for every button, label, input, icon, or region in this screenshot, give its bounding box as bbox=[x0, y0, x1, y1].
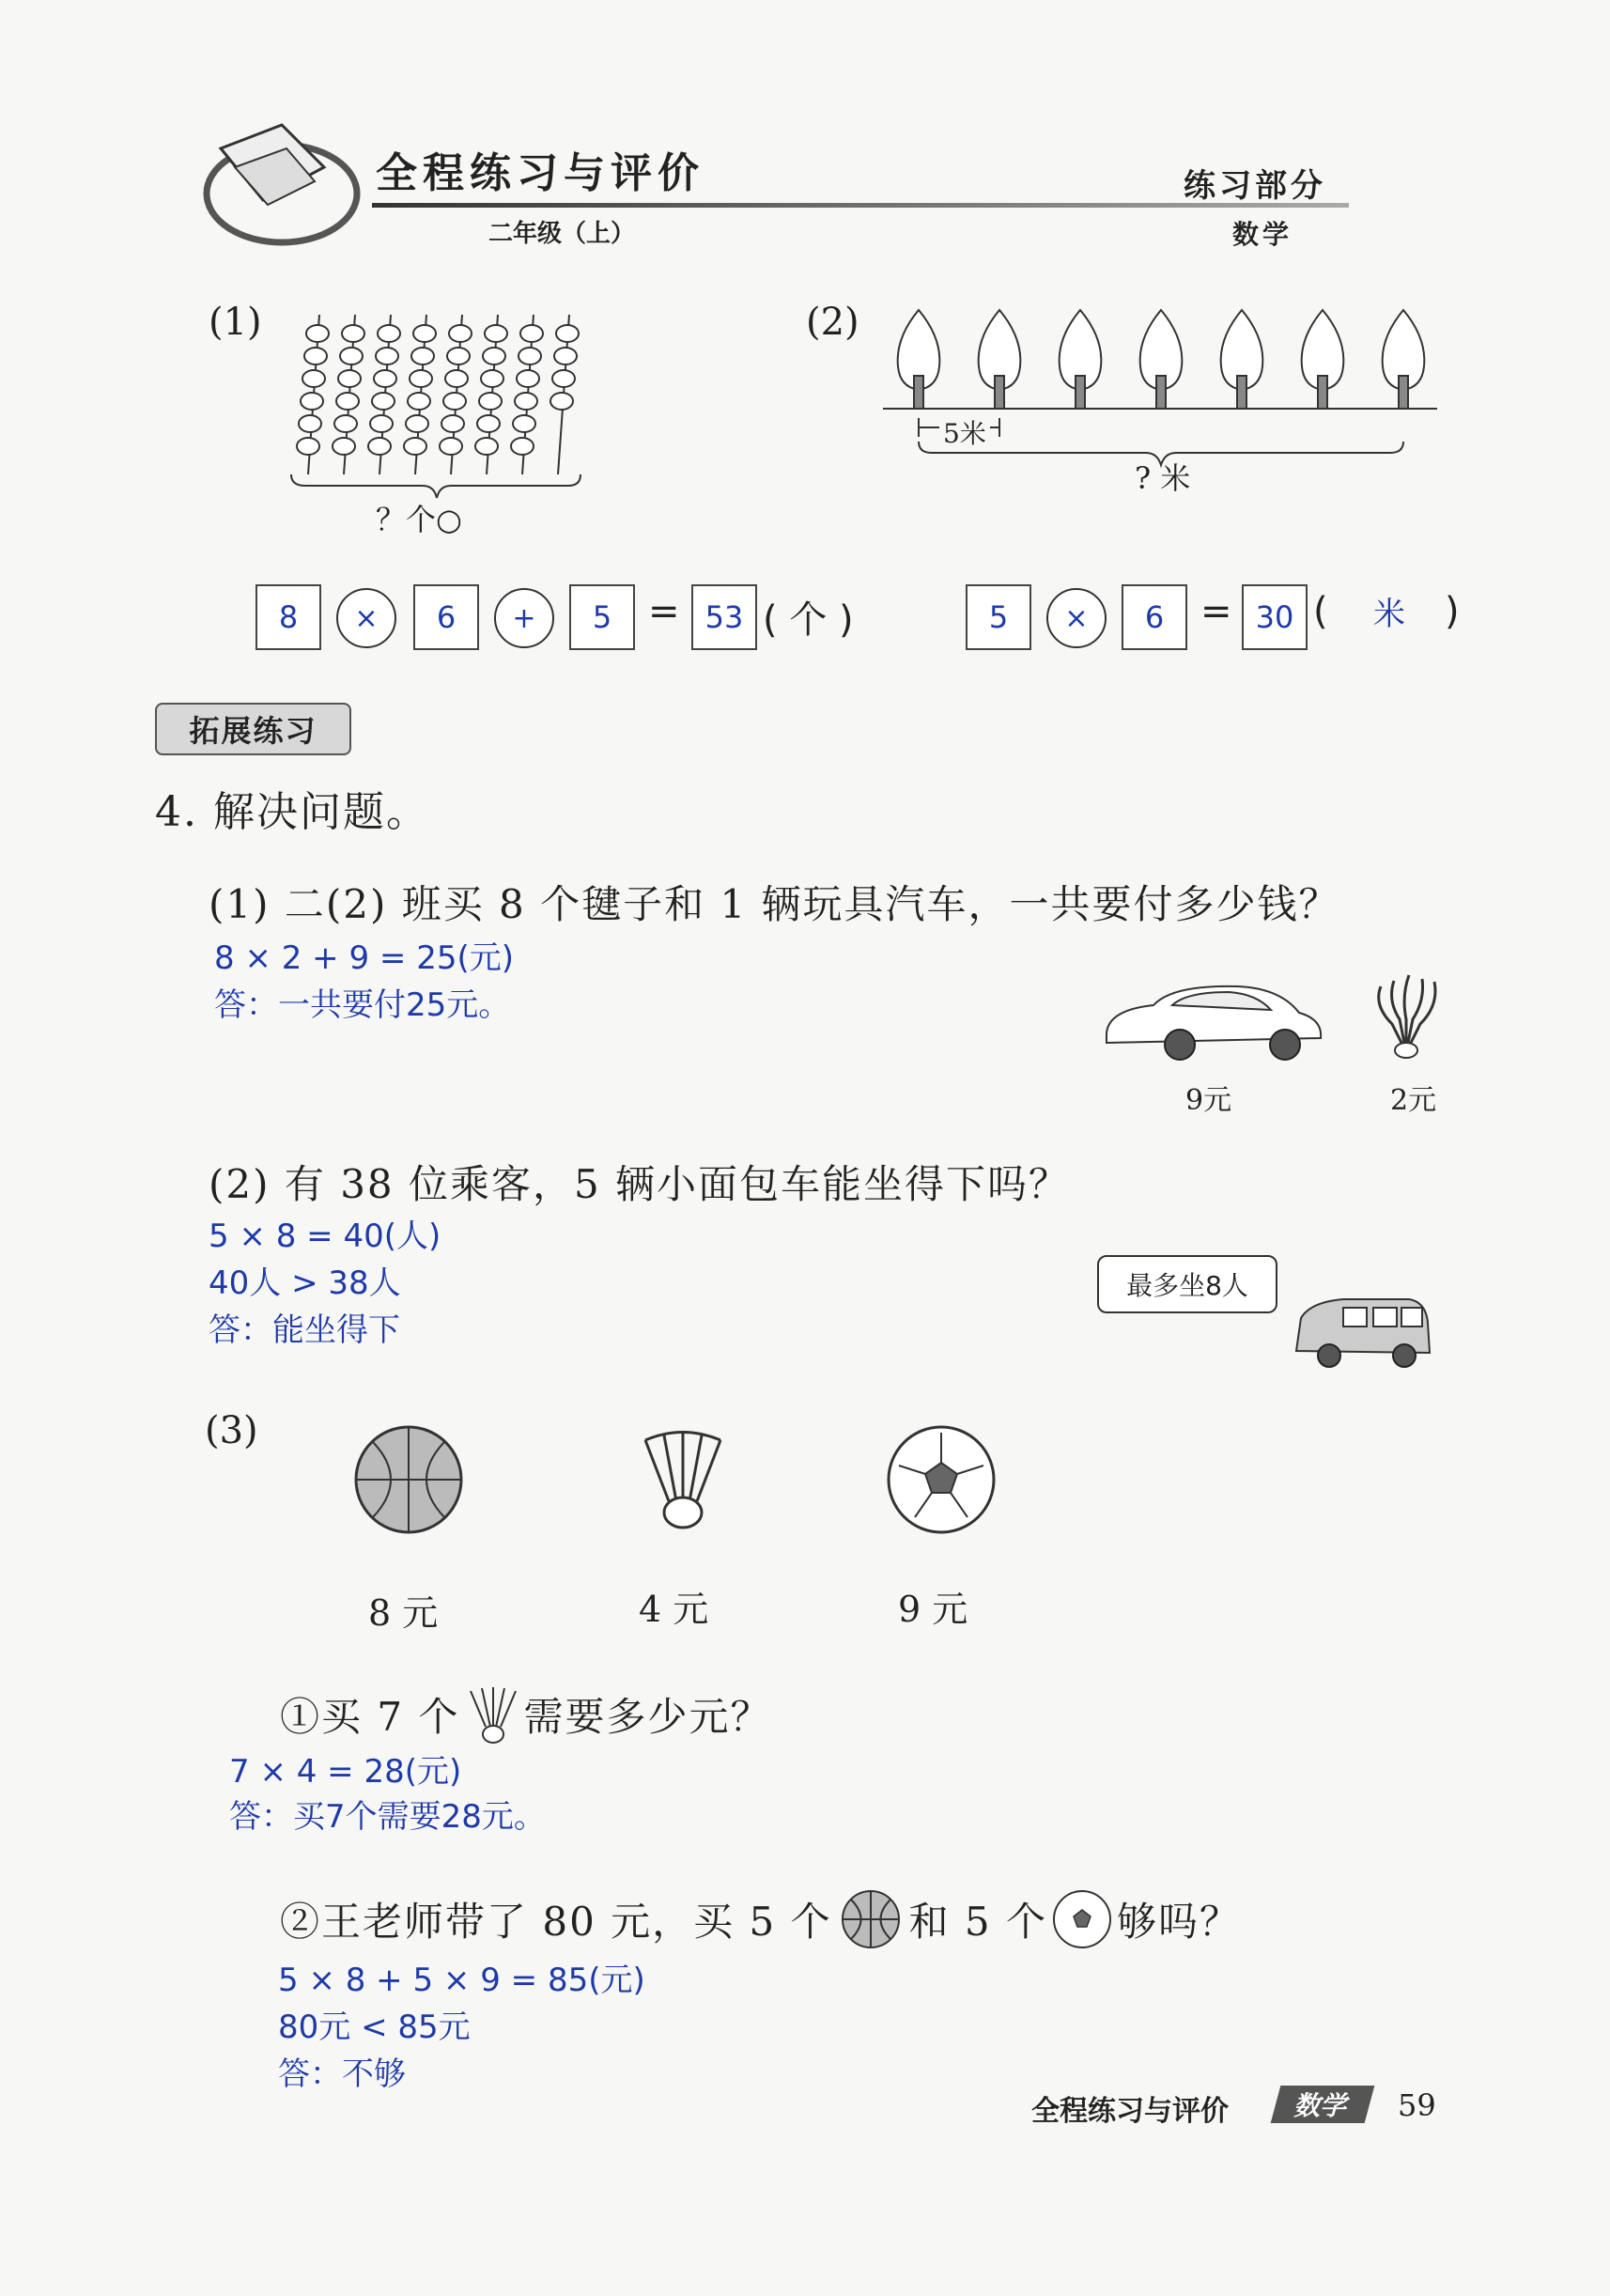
soccer-ball-icon bbox=[1051, 1888, 1113, 1950]
sub2-answer-line: 答：不够 bbox=[278, 2056, 406, 2093]
equals-sign: = bbox=[1200, 590, 1232, 633]
q4-2-work-line: 5 × 8 = 40(人) bbox=[209, 1218, 441, 1255]
soccer-ball-price: 9 元 bbox=[898, 1589, 968, 1630]
q4-1-answer-line: 答：一共要付25元。 bbox=[214, 986, 511, 1024]
problem-2-label: (2) bbox=[806, 301, 859, 344]
speech-bubble: 最多坐8人 bbox=[1097, 1255, 1277, 1313]
sub2-work-line: 5 × 8 + 5 × 9 = 85(元) bbox=[278, 1962, 645, 1999]
q4-1-work-line: 8 × 2 + 9 = 25(元) bbox=[214, 939, 514, 977]
q4-2-compare-line: 40人 > 38人 bbox=[209, 1264, 401, 1302]
operator-circle[interactable]: × bbox=[1046, 588, 1107, 648]
answer-box[interactable]: 6 bbox=[413, 584, 479, 650]
page-number: 59 bbox=[1398, 2087, 1436, 2123]
sub1-work-line: 7 × 4 = 28(元) bbox=[229, 1753, 462, 1791]
sub2-text-pre: ②王老师带了 80 元，买 5 个 bbox=[280, 1899, 832, 1945]
book-logo-icon bbox=[202, 111, 362, 252]
beads-total-label: ？个○ bbox=[376, 502, 462, 537]
subject-label: 数学 bbox=[1232, 219, 1293, 250]
shuttlecock-price: 4 元 bbox=[639, 1589, 709, 1630]
section-badge: 拓展练习 bbox=[155, 703, 351, 755]
sub2-text-post: 够吗？ bbox=[1117, 1899, 1242, 1945]
sub1-answer-line: 答：买7个需要28元。 bbox=[229, 1798, 546, 1836]
sub1-text-pre: ①买 7 个 bbox=[280, 1694, 460, 1740]
unit-open-paren: ( bbox=[1313, 590, 1328, 633]
q4-3-sub2-question bbox=[280, 1888, 1241, 1950]
result-box[interactable]: 53 bbox=[691, 584, 757, 650]
q4-2-answer-line: 答：能坐得下 bbox=[209, 1311, 400, 1349]
minibus-icon bbox=[1287, 1285, 1437, 1379]
toy-car-icon bbox=[1097, 968, 1332, 1071]
unit-label: ( 个 ) bbox=[763, 598, 854, 642]
unit-answer: 米 bbox=[1373, 596, 1405, 633]
unit-close-paren: ) bbox=[1445, 590, 1460, 633]
basketball-icon bbox=[352, 1423, 465, 1536]
equals-sign: = bbox=[648, 590, 680, 633]
basketball-icon bbox=[840, 1888, 902, 1950]
sub2-text-mid: 和 5 个 bbox=[908, 1899, 1048, 1945]
q4-title: 4. 解决问题。 bbox=[155, 788, 429, 836]
q4-2-question: (2) 有 38 位乘客，5 辆小面包车能坐得下吗？ bbox=[209, 1161, 1071, 1207]
footer-subject-badge: 数学 bbox=[1271, 2086, 1375, 2123]
soccer-ball-icon bbox=[885, 1423, 998, 1536]
problem-1-label: (1) bbox=[209, 301, 262, 344]
shuttlecock-icon bbox=[1364, 968, 1448, 1062]
q4-1-question: (1) 二(2) 班买 8 个毽子和 1 辆玩具汽车，一共要付多少钱？ bbox=[209, 881, 1340, 927]
sub1-text-post: 需要多少元？ bbox=[523, 1694, 772, 1740]
footer-book-title: 全程练习与评价 bbox=[1031, 2095, 1229, 2128]
basketball-price: 8 元 bbox=[368, 1592, 439, 1634]
answer-box[interactable]: 5 bbox=[966, 584, 1031, 650]
q4-3-label: (3) bbox=[205, 1409, 258, 1452]
operator-circle[interactable]: + bbox=[494, 588, 554, 648]
total-distance-label: ? 米 bbox=[1135, 460, 1191, 496]
result-box[interactable]: 30 bbox=[1242, 584, 1308, 650]
car-price: 9元 bbox=[1185, 1084, 1232, 1117]
answer-box[interactable]: 6 bbox=[1122, 584, 1187, 650]
shuttlecock-price: 2元 bbox=[1390, 1084, 1437, 1117]
shuttlecock-icon bbox=[463, 1683, 519, 1745]
shuttlecock-icon bbox=[631, 1426, 735, 1539]
answer-box[interactable]: 8 bbox=[255, 584, 321, 650]
book-title: 全程练习与评价 bbox=[376, 149, 704, 197]
answer-box[interactable]: 5 bbox=[569, 584, 635, 650]
operator-circle[interactable]: × bbox=[336, 588, 396, 648]
grade-label: 二年级（上） bbox=[488, 220, 636, 248]
section-label: 练习部分 bbox=[1184, 167, 1326, 205]
interval-label: 5米 bbox=[939, 413, 990, 451]
sub2-compare-line: 80元 < 85元 bbox=[278, 2009, 471, 2046]
q4-3-sub1-question bbox=[280, 1683, 771, 1745]
